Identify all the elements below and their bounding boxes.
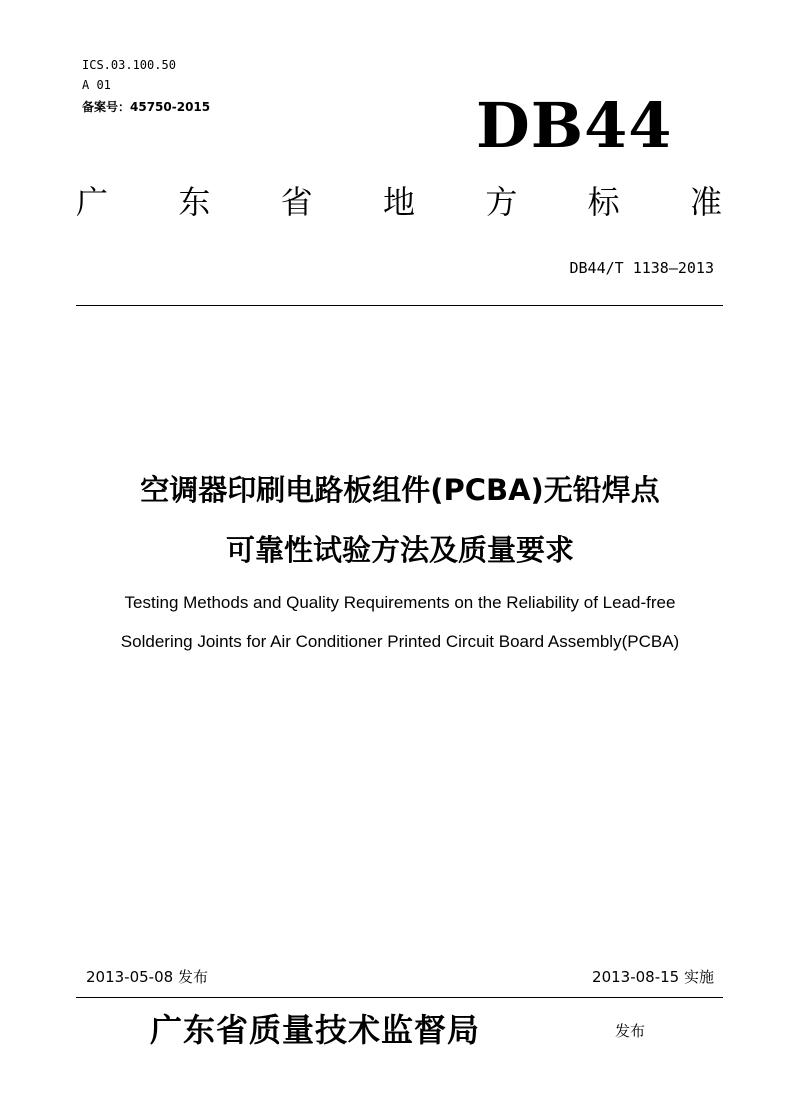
record-number: 备案号：45750-2015: [82, 100, 211, 114]
header-char: 广: [76, 183, 109, 221]
header-char: 标: [587, 183, 620, 221]
ccs-code: A 01: [82, 78, 111, 92]
standard-type-header: [76, 182, 722, 222]
title-en-line2: Soldering Joints for Air Conditioner Printed Circuit Board Assembly(PCBA): [120, 632, 680, 651]
header-char: 省: [280, 183, 313, 221]
header-char: 方: [485, 183, 518, 221]
ics-code: ICS.03.100.50: [82, 58, 176, 72]
title-en-line1: Testing Methods and Quality Requirements on the Reliability of Lead-free: [124, 593, 676, 612]
header-char: 东: [178, 183, 211, 221]
bottom-divider: [76, 997, 723, 998]
publish-date: 2013-05-08 发布: [86, 968, 208, 986]
title-cn-line2: 可靠性试验方法及质量要求: [225, 533, 574, 567]
issuing-authority: 广东省质量技术监督局: [150, 1011, 481, 1049]
standard-code-logo: DB44: [476, 89, 673, 162]
header-char: 准: [689, 183, 722, 221]
standard-number: DB44/T 1138—2013: [569, 259, 714, 277]
title-cn-line1: 空调器印刷电路板组件(PCBA)无铅焊点: [140, 473, 660, 507]
header-char: 地: [382, 183, 415, 221]
issue-label: 发布: [615, 1022, 646, 1040]
implement-date: 2013-08-15 实施: [592, 968, 714, 986]
top-divider: [76, 305, 723, 306]
